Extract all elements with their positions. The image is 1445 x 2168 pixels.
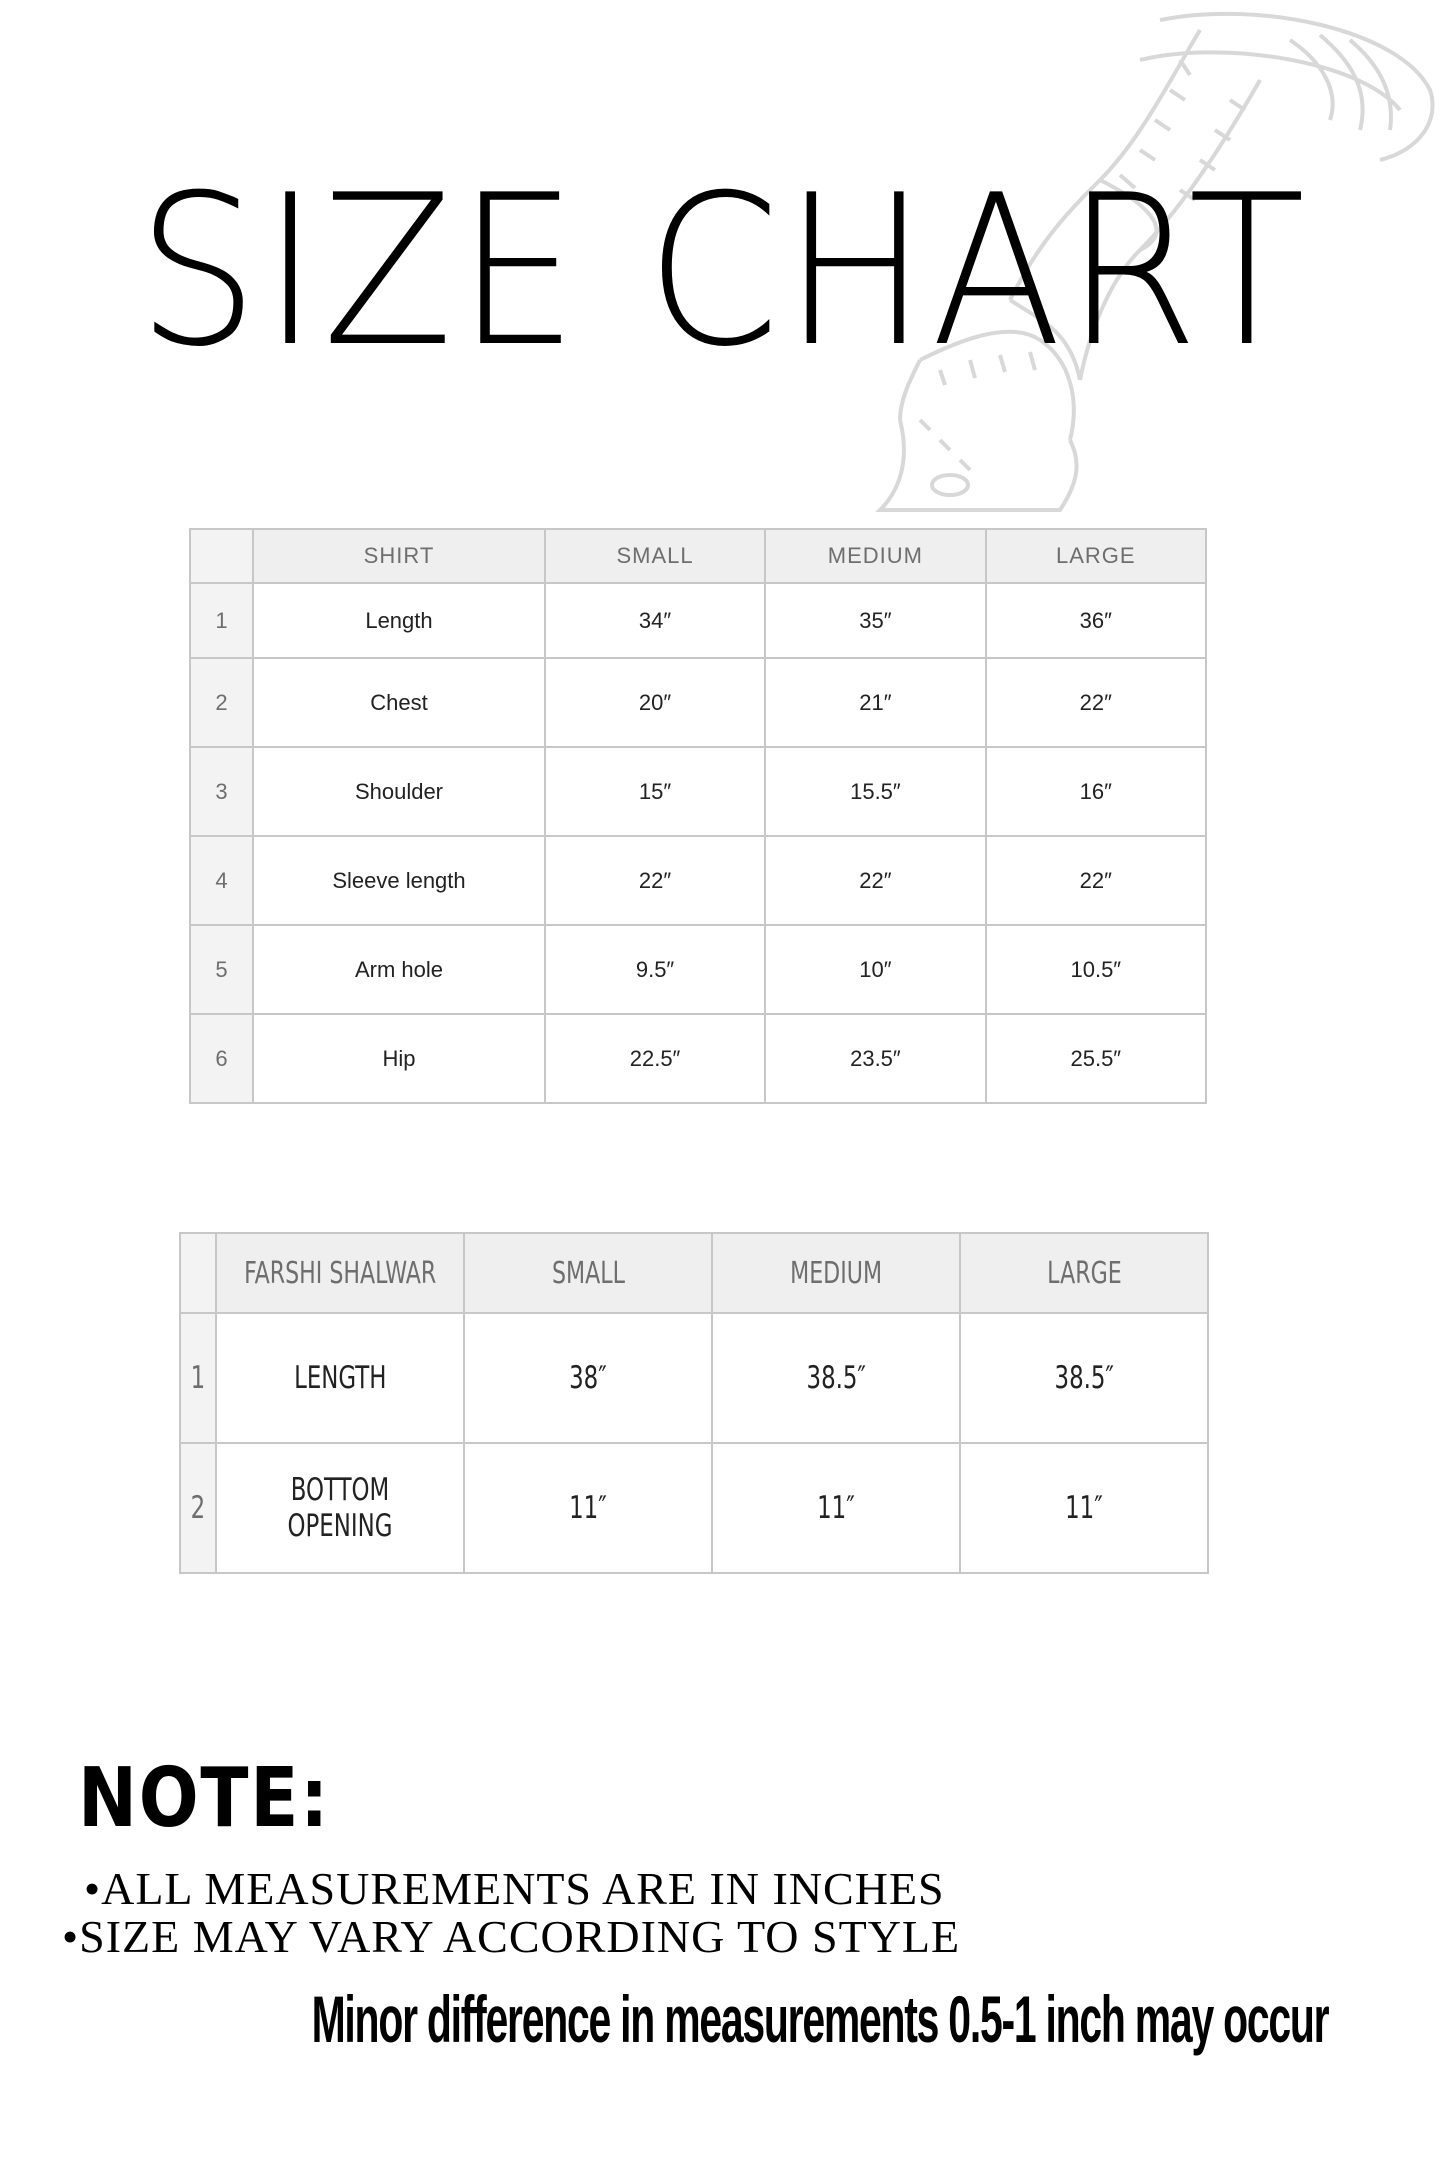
row-number: 2 (190, 658, 253, 747)
column-header-text: MEDIUM (790, 1255, 882, 1291)
measurement-label: Arm hole (253, 925, 545, 1014)
large-value (960, 1313, 1208, 1443)
column-header (712, 1233, 960, 1313)
medium-value-text: 38.5″ (806, 1360, 866, 1396)
column-header-text: SMALL (551, 1255, 625, 1291)
table-header-row (190, 529, 1206, 583)
large-value: 25.5″ (986, 1014, 1206, 1103)
small-value (464, 1443, 712, 1573)
table-row (190, 925, 1206, 1014)
small-value-text: 38″ (569, 1360, 607, 1396)
table-row (190, 747, 1206, 836)
shirt-size-table (189, 528, 1207, 1104)
small-value: 34″ (545, 583, 765, 658)
column-header: LARGE (986, 529, 1206, 583)
shalwar-size-table (179, 1232, 1209, 1574)
large-value: 36″ (986, 583, 1206, 658)
column-header (464, 1233, 712, 1313)
medium-value: 21″ (765, 658, 985, 747)
measurement-label: Shoulder (253, 747, 545, 836)
column-header-text: FARSHI SHALWAR (243, 1255, 437, 1291)
small-value: 22.5″ (545, 1014, 765, 1103)
column-header-text: LARGE (1046, 1255, 1122, 1291)
index-header (190, 529, 253, 583)
table-header-row (180, 1233, 1208, 1313)
column-header: MEDIUM (765, 529, 985, 583)
medium-value: 10″ (765, 925, 985, 1014)
row-number-text: 1 (190, 1360, 206, 1396)
row-number (180, 1443, 216, 1573)
large-value-text: 38.5″ (1054, 1360, 1114, 1396)
large-value: 22″ (986, 836, 1206, 925)
row-number: 6 (190, 1014, 253, 1103)
measurement-label-text: LENGTH (293, 1360, 387, 1396)
table-row (190, 583, 1206, 658)
measurement-label-line2: OPENING (287, 1508, 393, 1544)
column-header: SHIRT (253, 529, 545, 583)
column-header: SMALL (545, 529, 765, 583)
table-row (180, 1443, 1208, 1573)
large-value: 10.5″ (986, 925, 1206, 1014)
measurement-label-line1: BOTTOM (290, 1472, 390, 1508)
row-number: 5 (190, 925, 253, 1014)
small-value: 9.5″ (545, 925, 765, 1014)
medium-value: 15.5″ (765, 747, 985, 836)
measurement-disclaimer-text: Minor difference in measurements 0.5-1 inch may occur (311, 1982, 1329, 2056)
small-value: 22″ (545, 836, 765, 925)
page-title: SIZE CHART (136, 151, 1309, 393)
medium-value (712, 1313, 960, 1443)
measurement-label (216, 1443, 464, 1573)
measurement-disclaimer (0, 1982, 1445, 2056)
small-value: 20″ (545, 658, 765, 747)
medium-value: 23.5″ (765, 1014, 985, 1103)
row-number: 1 (190, 583, 253, 658)
note-line: •SIZE MAY VARY ACCORDING TO STYLE (62, 1911, 961, 1962)
measurement-label: Sleeve length (253, 836, 545, 925)
row-number-text: 2 (190, 1490, 206, 1526)
measurement-label (216, 1313, 464, 1443)
table-row (190, 836, 1206, 925)
large-value-text: 11″ (1065, 1490, 1103, 1526)
note-line: •ALL MEASUREMENTS ARE IN INCHES (84, 1863, 945, 1914)
row-number (180, 1313, 216, 1443)
table-row (190, 658, 1206, 747)
small-value (464, 1313, 712, 1443)
table-row (180, 1313, 1208, 1443)
large-value (960, 1443, 1208, 1573)
index-header (180, 1233, 216, 1313)
column-header (216, 1233, 464, 1313)
large-value: 22″ (986, 658, 1206, 747)
measurement-label: Chest (253, 658, 545, 747)
note-heading: NOTE: (78, 1751, 331, 1846)
table-row (190, 1014, 1206, 1103)
row-number: 3 (190, 747, 253, 836)
small-value: 15″ (545, 747, 765, 836)
measurement-label: Length (253, 583, 545, 658)
medium-value-text: 11″ (817, 1490, 855, 1526)
medium-value: 35″ (765, 583, 985, 658)
medium-value (712, 1443, 960, 1573)
medium-value: 22″ (765, 836, 985, 925)
row-number: 4 (190, 836, 253, 925)
large-value: 16″ (986, 747, 1206, 836)
small-value-text: 11″ (569, 1490, 607, 1526)
measurement-label: Hip (253, 1014, 545, 1103)
column-header (960, 1233, 1208, 1313)
